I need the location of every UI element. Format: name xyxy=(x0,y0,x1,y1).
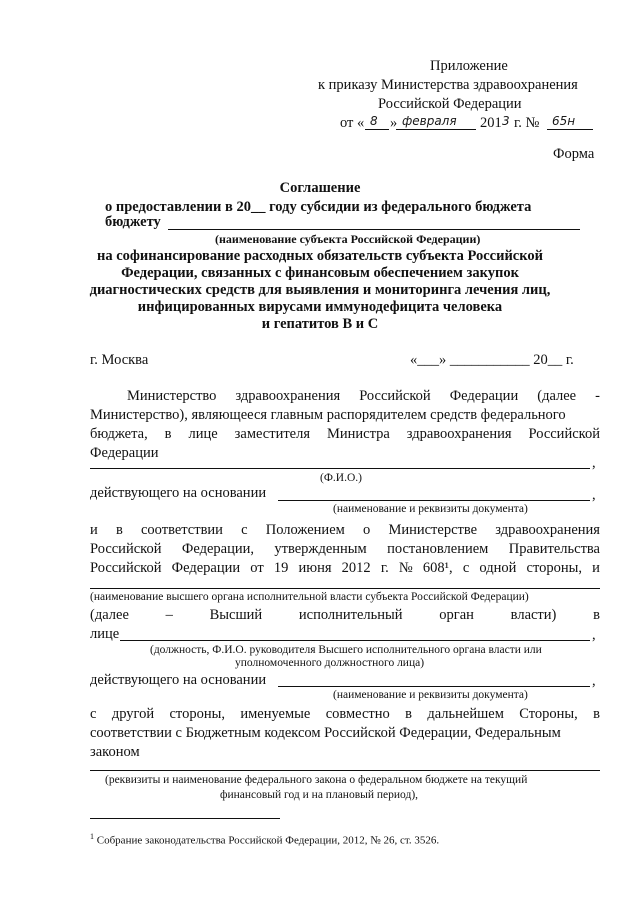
header-country: Российской Федерации xyxy=(378,96,522,112)
date-day-handwritten: 8 xyxy=(370,114,378,128)
p2-line3: Российской Федерации от 19 июня 2012 г. № 608¹, с одной стороны, и xyxy=(90,560,600,576)
p1-line3: бюджета, в лице заместителя Министра здравоохранения Российской xyxy=(90,426,600,442)
title-line2: о предоставлении в 20__ году субсидии из федерального бюджета xyxy=(105,199,532,215)
p4-line3: законом xyxy=(90,744,140,760)
date-prefix: от « xyxy=(340,115,365,131)
footnote xyxy=(90,830,439,848)
doc-caption-1: (наименование и реквизиты документа) xyxy=(333,503,528,515)
comma-1: , xyxy=(592,455,596,471)
doc-caption-2: (наименование и реквизиты документа) xyxy=(333,689,528,701)
title-line6: диагностических средств для выявления и мониторинга лечения лиц, xyxy=(89,282,551,298)
p2-line1: и в соответствии с Положением о Министерстве здравоохранения xyxy=(90,522,600,538)
p1-line1: Министерство здравоохранения Российской Федерации (далее - xyxy=(127,388,600,404)
header-appendix: Приложение xyxy=(430,58,508,74)
date-month-handwritten: февраля xyxy=(402,114,457,128)
date-year-suffix: г. № xyxy=(514,115,540,131)
form-label: Форма xyxy=(553,146,595,162)
p3-line2: лице xyxy=(90,626,120,642)
date-year-digit-handwritten: 3 xyxy=(502,114,510,128)
p1-line2: Министерство), являющееся главным распорядителем средств федерального xyxy=(90,407,566,423)
header-order-ref: к приказу Министерства здравоохранения xyxy=(318,77,578,93)
p1-line4: Федерации xyxy=(90,445,159,461)
acting-basis-1: действующего на основании xyxy=(90,485,267,501)
place-city: г. Москва xyxy=(90,352,149,368)
title-line5: Федерации, связанных с финансовым обеспечением закупок xyxy=(121,265,519,281)
comma-3: , xyxy=(592,627,596,643)
organ-caption: (наименование высшего органа исполнительной власти субъекта Российской Федерации) xyxy=(90,591,529,603)
header-date-row xyxy=(340,115,600,135)
date-quote-close: » xyxy=(390,115,398,131)
title-budget-label: бюджету xyxy=(105,214,161,230)
title-line7: инфицированных вирусами иммунодефицита человека xyxy=(137,299,503,315)
agreement-date-blank: «___» ___________ 20__ г. xyxy=(410,352,574,368)
title-line8: и гепатитов В и С xyxy=(261,316,379,332)
fio-caption: (Ф.И.О.) xyxy=(320,472,362,484)
acting-basis-2: действующего на основании xyxy=(90,672,267,688)
position-caption-1: (должность, Ф.И.О. руководителя Высшего исполнительного органа власти или xyxy=(150,644,542,656)
p3-line1: (далее – Высший исполнительный орган власти) в xyxy=(90,607,600,623)
law-caption-2: финансовый год и на плановый период), xyxy=(220,789,419,801)
position-caption-2: уполномоченного должностного лица) xyxy=(235,657,425,669)
comma-4: , xyxy=(592,673,596,689)
title-subject-caption: (наименование субъекта Российской Федерации) xyxy=(215,232,481,246)
p2-line2: Российской Федерации, утвержденным постановлением Правительства xyxy=(90,541,600,557)
law-caption-1: (реквизиты и наименование федерального закона о федеральном бюджете на текущий xyxy=(105,774,528,786)
footnote-mark: 1 xyxy=(90,832,94,841)
order-number-handwritten: 65н xyxy=(552,114,576,128)
p4-line1: с другой стороны, именуемые совместно в дальнейшем Стороны, в xyxy=(90,706,600,722)
title-agreement: Соглашение xyxy=(279,180,361,196)
date-year-prefix: 201 xyxy=(480,115,502,131)
footnote-text: Собрание законодательства Российской Федерации, 2012, № 26, ст. 3526. xyxy=(94,834,440,847)
comma-2: , xyxy=(592,487,596,503)
title-line4: на софинансирование расходных обязательств субъекта Российской xyxy=(96,248,544,264)
p4-line2: соответствии с Бюджетным кодексом Российской Федерации, Федеральным xyxy=(90,725,561,741)
